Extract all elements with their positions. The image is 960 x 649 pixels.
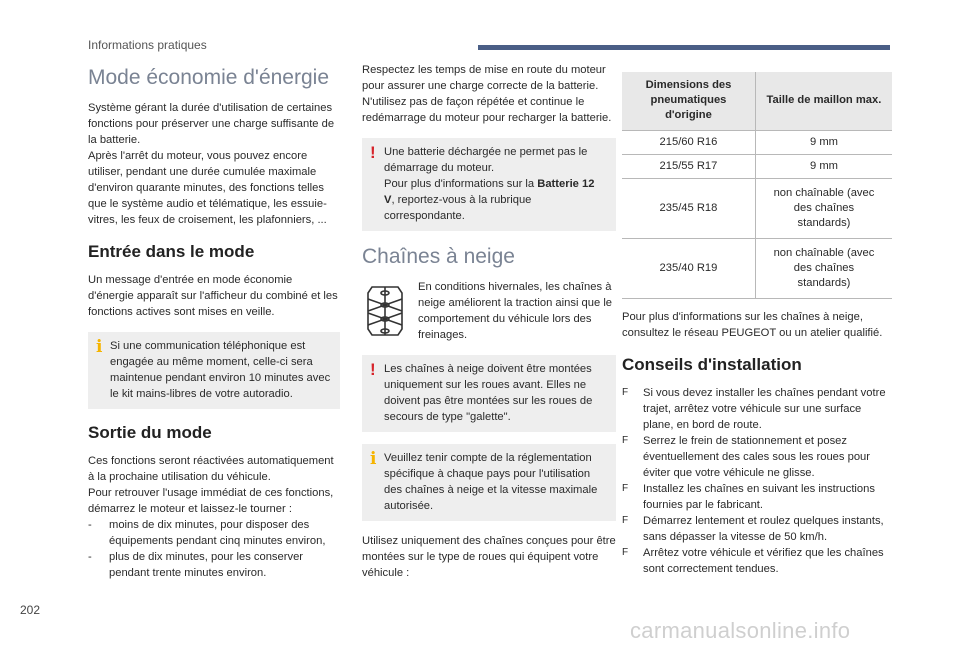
list-item [622, 433, 892, 481]
exit-list [88, 517, 340, 581]
list-item [622, 513, 892, 545]
info-icon: i [96, 337, 103, 357]
exit-text-1: Ces fonctions seront réactivées automatiquement à la prochaine utilisation du véhicule. [88, 455, 334, 483]
install-tips-title: Conseils d'installation [622, 354, 802, 374]
table-cell: 235/40 R19 [622, 238, 755, 298]
snow-chains-text: En conditions hivernales, les chaînes à neige améliorent la traction ainsi que le comportement du véhicule lors des freinages. [418, 281, 613, 341]
table-cell: 215/60 R16 [622, 130, 755, 154]
section-header: Informations pratiques [88, 38, 207, 52]
table-header-link: Taille de maillon max. [755, 72, 892, 130]
list-item: - plus de dix minutes, pour les conserver pendant trente minutes environ. [88, 549, 340, 581]
page-number: 202 [20, 603, 41, 617]
info-icon: i [370, 449, 377, 469]
chains-warning-text: Les chaînes à neige doivent être montées uniquement sur les roues avant. Elles ne doivent pas être montées sur les roues de secours de type "galette". [384, 363, 593, 423]
chains-outro: Utilisez uniquement des chaînes conçues pour être montées sur le type de roues qui équipent votre véhicule : [362, 535, 616, 579]
table-cell: 9 mm [755, 154, 892, 178]
battery-warning-line1: Une batterie déchargée ne permet pas le démarrage du moteur. [384, 146, 588, 174]
battery-intro-1: Respectez les temps de mise en route du moteur pour assurer une charge correcte de la batterie. [362, 64, 606, 92]
list-item-text: Serrez le frein de stationnement et posez éventuellement des cales sous les roues pour éviter que votre véhicule ne glisse. [643, 434, 870, 479]
battery-warning-pre: Pour plus d'informations sur la [384, 178, 538, 190]
table-cell: 235/45 R18 [622, 178, 755, 238]
bullet-icon: F [622, 514, 629, 526]
energy-intro-2: Après l'arrêt du moteur, vous pouvez encore utiliser, pendant une durée cumulée maximale d'environ quarante minutes, des fonctions telles que le système audio et télématique, les essuie-vitres, les feux de croisement, les plafonniers, ... [88, 150, 327, 226]
chains-more-info: Pour plus d'informations sur les chaînes à neige, consultez le réseau PEUGEOT ou un atelier qualifié. [622, 310, 883, 339]
table-row [622, 238, 892, 298]
table-cell: 9 mm [755, 130, 892, 154]
column-1 [88, 62, 340, 581]
table-row [622, 178, 892, 238]
energy-intro-1: Système gérant la durée d'utilisation de certaines fonctions pour préserver une charge suffisante de la batterie. [88, 102, 335, 146]
info-note-phone [88, 332, 340, 409]
header-bar [478, 45, 890, 50]
bullet-icon: F [622, 482, 629, 494]
list-item-text: Si vous devez installer les chaînes pendant votre trajet, arrêtez votre véhicule sur une surface plane, en bord de route. [643, 386, 886, 431]
list-item [622, 385, 892, 433]
warning-icon: ! [370, 143, 376, 162]
column-3 [622, 72, 892, 577]
info-note-regulation [362, 444, 616, 521]
table-row [622, 130, 892, 154]
snow-chain-icon [362, 283, 408, 339]
list-item-text: Installez les chaînes en suivant les instructions fournies par le fabricant. [643, 482, 875, 511]
bullet-icon: F [622, 546, 629, 558]
warning-icon: ! [370, 360, 376, 379]
exit-mode-title: Sortie du mode [88, 423, 212, 442]
entry-mode-text: Un message d'entrée en mode économie d'énergie apparaît sur l'afficheur du combiné et les fonctions actives sont mises en veille. [88, 274, 338, 318]
energy-mode-title: Mode économie d'énergie [88, 66, 329, 89]
table-cell: 215/55 R17 [622, 154, 755, 178]
table-cell: non chaînable (avec des chaînes standards) [755, 178, 892, 238]
regulation-note-text: Veuillez tenir compte de la réglementation spécifique à chaque pays pour l'utilisation des chaînes à neige et la vitesse maximale autorisée. [384, 452, 598, 512]
bullet-icon: F [622, 434, 629, 446]
battery-warning-post: , reportez-vous à la rubrique correspondante. [384, 194, 532, 222]
entry-mode-title: Entrée dans le mode [88, 242, 255, 261]
info-note-text: Si une communication téléphonique est engagée au même moment, celle-ci sera maintenue pendant environ 10 minutes avec le kit mains-libres de votre autoradio. [110, 340, 331, 400]
list-item [622, 545, 892, 577]
list-item [622, 481, 892, 513]
table-cell: non chaînable (avec des chaînes standards) [755, 238, 892, 298]
table-header-row [622, 72, 892, 130]
table-row [622, 154, 892, 178]
bullet-icon: F [622, 386, 629, 398]
battery-warning-line2 [384, 176, 608, 224]
list-item-text: Arrêtez votre véhicule et vérifiez que les chaînes sont correctement tendues. [643, 546, 884, 575]
battery-intro-2: N'utilisez pas de façon répétée et continue le redémarrage du moteur pour recharger la batterie. [362, 96, 612, 124]
snow-chains-intro [362, 279, 616, 343]
watermark: carmanualsonline.info [630, 618, 851, 643]
exit-text-2: Pour retrouver l'usage immédiat de ces fonctions, démarrez le moteur et laissez-le tourner : [88, 487, 334, 515]
install-list [622, 385, 892, 577]
list-item: - moins de dix minutes, pour disposer des équipements pendant cinq minutes environ, [88, 517, 340, 549]
snow-chains-title: Chaînes à neige [362, 245, 515, 268]
table-header-tire: Dimensions des pneumatiques d'origine [622, 72, 755, 130]
battery-link-label: Batterie 12 V [384, 178, 595, 206]
column-2 [362, 62, 616, 581]
tire-chain-table [622, 72, 892, 299]
warning-note-battery [362, 138, 616, 231]
warning-note-chains [362, 355, 616, 432]
list-item-text: Démarrez lentement et roulez quelques instants, sans dépasser la vitesse de 50 km/h. [643, 514, 884, 543]
